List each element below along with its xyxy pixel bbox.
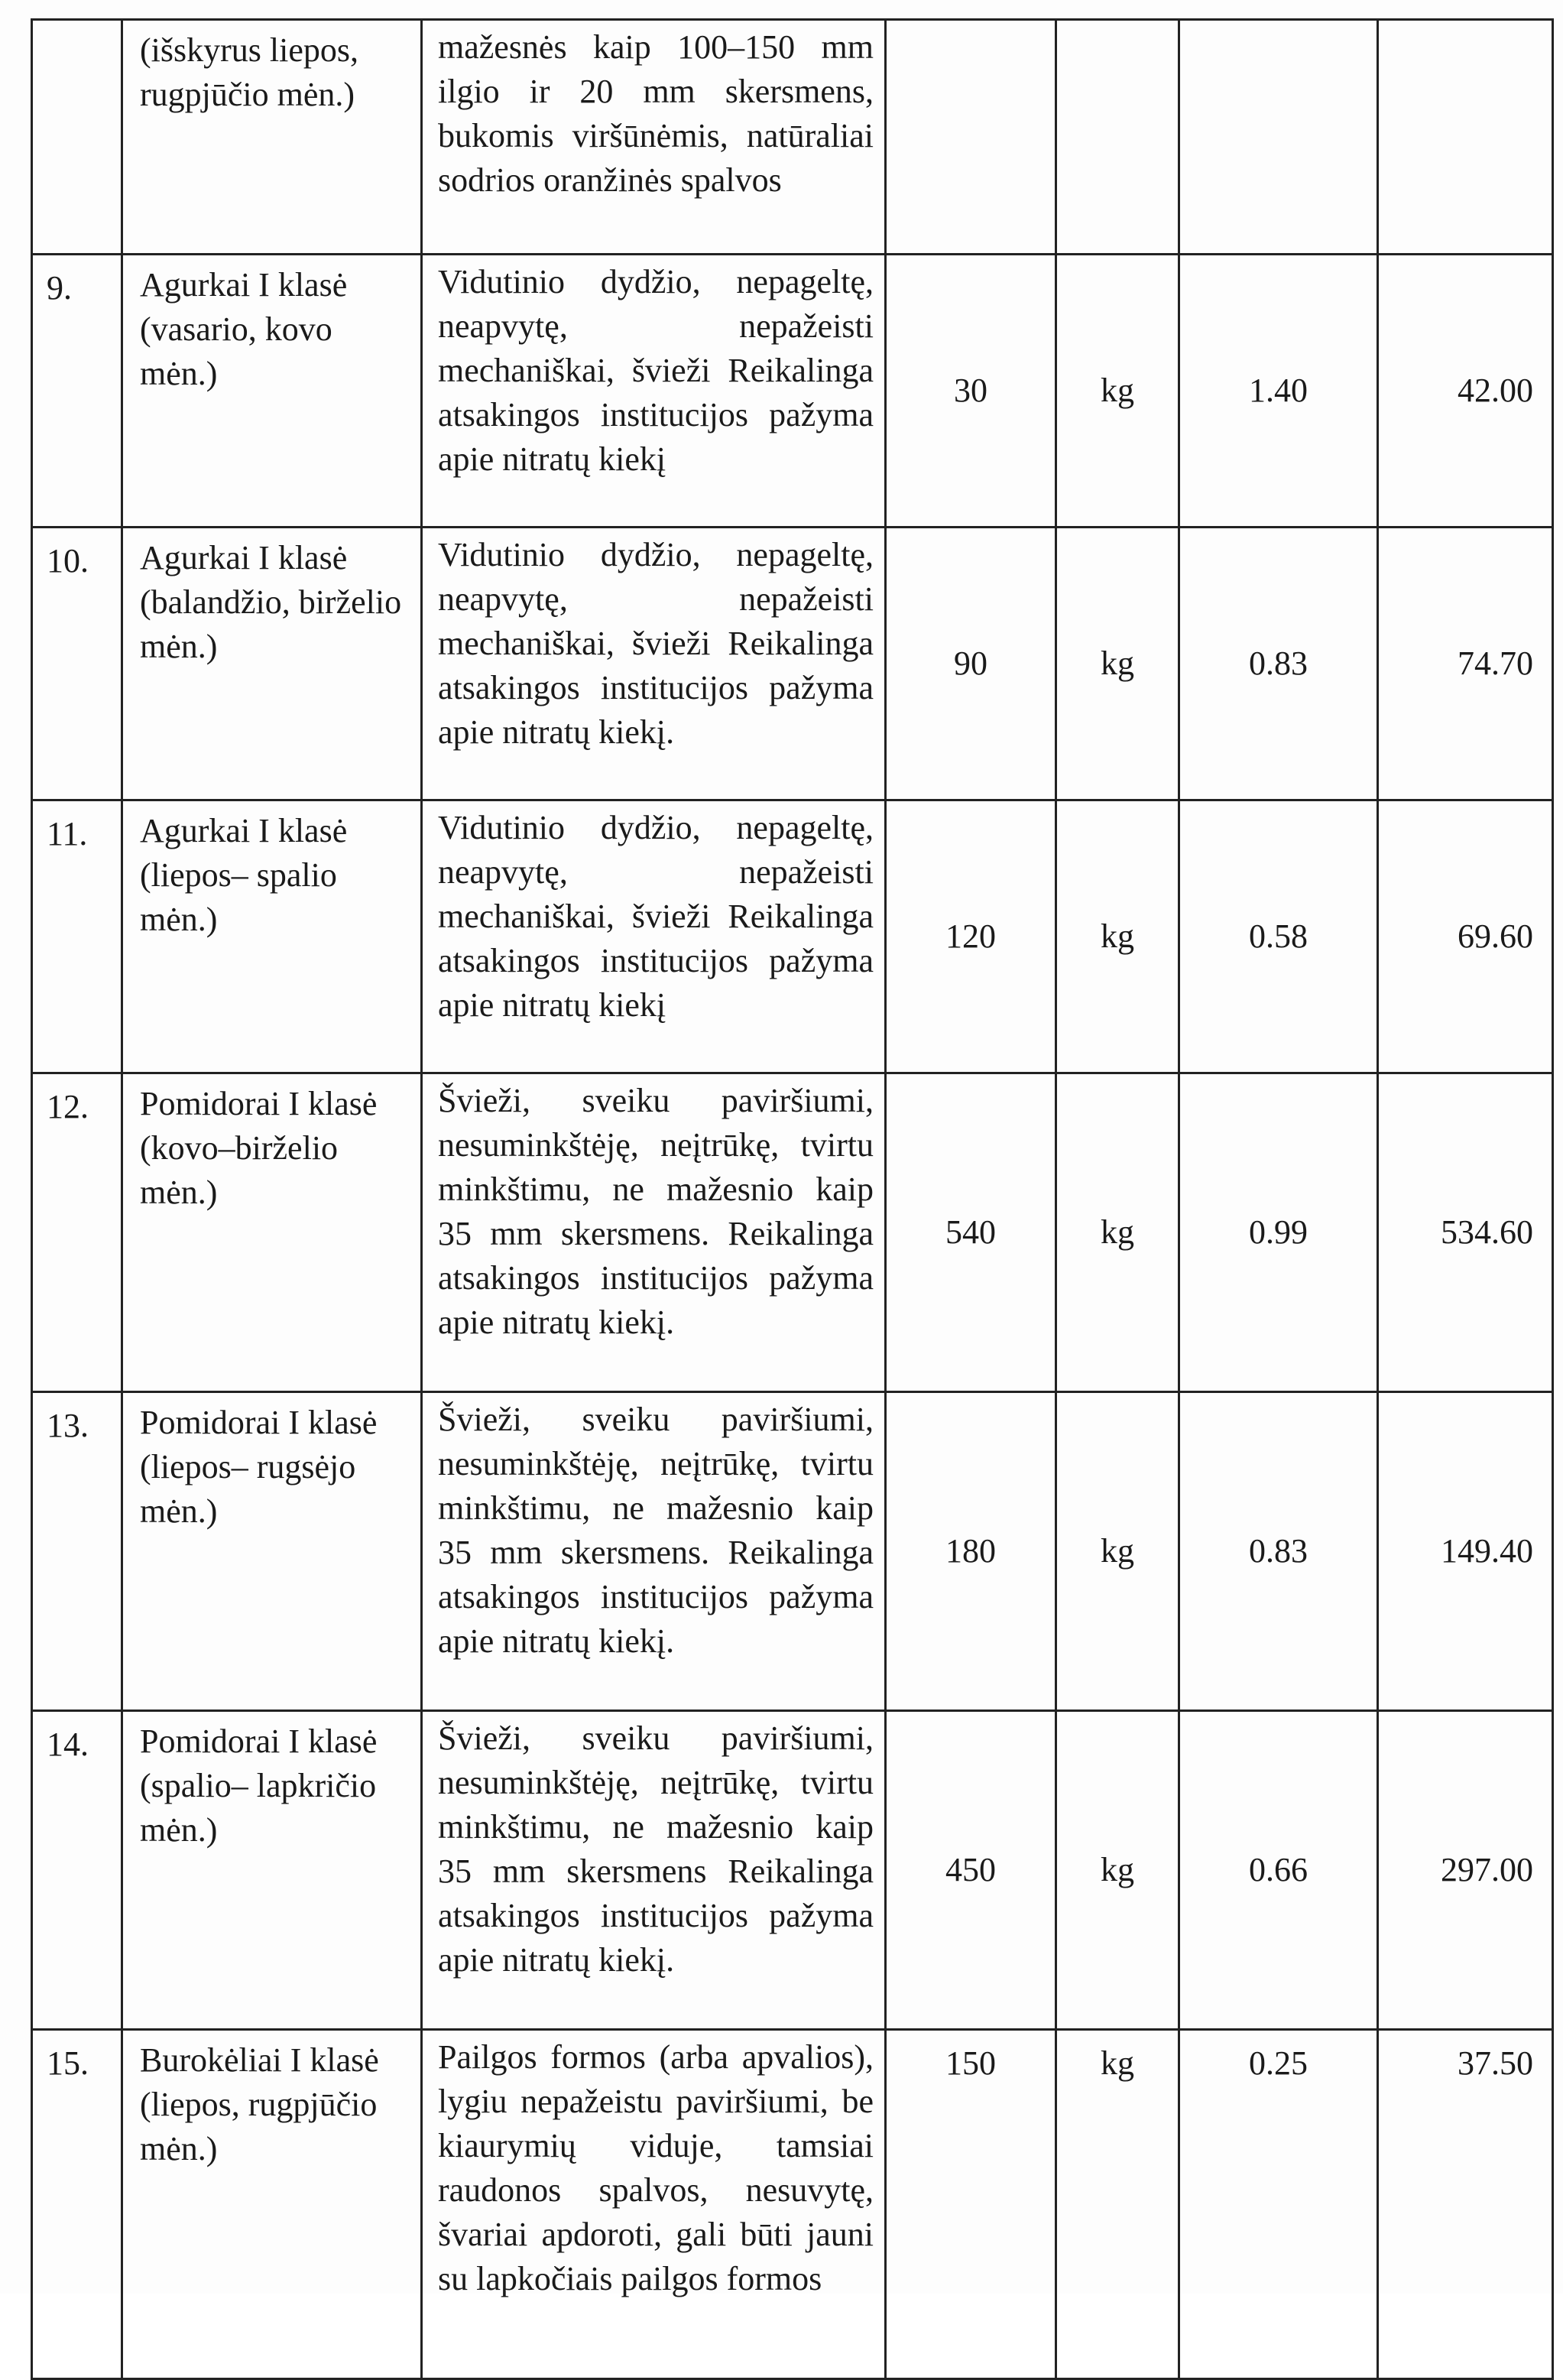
table-row [32,1392,1553,1711]
quantity-cell: 540 [886,1073,1056,1392]
price-cell: 0.58 [1179,800,1378,1073]
product-description: Vidutinio dydžio, nepageltę, neapvytę, nepažeisti mechaniškai, švieži Reikalinga atsakingos institucijos pažyma apie nitratų kiekį. [422,528,886,800]
quantity-cell: 90 [886,528,1056,800]
unit-cell: kg [1056,528,1179,800]
row-number: 12. [32,1073,122,1392]
sum-cell [1378,20,1553,255]
unit-cell: kg [1056,1711,1179,2030]
price-cell: 0.83 [1179,1392,1378,1711]
row-number: 9. [32,255,122,528]
unit-cell: kg [1056,1392,1179,1711]
unit-cell: kg [1056,1073,1179,1392]
quantity-cell: 30 [886,255,1056,528]
product-name: Pomidorai I klasė (liepos– rugsėjo mėn.) [122,1392,422,1711]
quantity-cell [886,20,1056,255]
row-number: 10. [32,528,122,800]
table-row [32,20,1553,255]
product-name: Pomidorai I klasė (kovo–birželio mėn.) [122,1073,422,1392]
product-name: Burokėliai I klasė (liepos, rugpjūčio mėn.) [122,2030,422,2379]
table-row [32,255,1553,528]
price-cell: 1.40 [1179,255,1378,528]
product-name: Agurkai I klasė (liepos– spalio mėn.) [122,800,422,1073]
row-number: 14. [32,1711,122,2030]
product-description: Vidutinio dydžio, nepageltę, neapvytę, nepažeisti mechaniškai, švieži Reikalinga atsakingos institucijos pažyma apie nitratų kiekį [422,255,886,528]
product-name: (išskyrus liepos, rugpjūčio mėn.) [122,20,422,255]
table-row [32,1073,1553,1392]
product-name: Pomidorai I klasė (spalio– lapkričio mėn.) [122,1711,422,2030]
row-number: 13. [32,1392,122,1711]
sum-cell: 74.70 [1378,528,1553,800]
price-cell [1179,20,1378,255]
unit-cell: kg [1056,800,1179,1073]
quantity-cell: 450 [886,1711,1056,2030]
product-description: Švieži, sveiku paviršiumi, nesuminkštėję, neįtrūkę, tvirtu minkštimu, ne mažesnio kaip 35 mm skersmens. Reikalinga atsakingos institucijos pažyma apie nitratų kiekį. [422,1392,886,1711]
product-name: Agurkai I klasė (vasario, kovo mėn.) [122,255,422,528]
table-row [32,528,1553,800]
product-description: mažesnės kaip 100–150 mm ilgio ir 20 mm skersmens, bukomis viršūnėmis, natūraliai sodrios oranžinės spalvos [422,20,886,255]
quantity-cell: 180 [886,1392,1056,1711]
quantity-cell: 150 [886,2030,1056,2379]
row-number [32,20,122,255]
product-description: Pailgos formos (arba apvalios), lygiu nepažeistu paviršiumi, be kiaurymių viduje, tamsiai raudonos spalvos, nesuvytę, švariai apdoroti, gali būti jauni su lapkočiais pailgos formos [422,2030,886,2379]
table-row [32,2030,1553,2379]
price-cell: 0.83 [1179,528,1378,800]
table-row [32,1711,1553,2030]
price-cell: 0.66 [1179,1711,1378,2030]
product-description: Švieži, sveiku paviršiumi, nesuminkštėję, neįtrūkę, tvirtu minkštimu, ne mažesnio kaip 35 mm skersmens. Reikalinga atsakingos institucijos pažyma apie nitratų kiekį. [422,1073,886,1392]
price-cell: 0.25 [1179,2030,1378,2379]
row-number: 15. [32,2030,122,2379]
unit-cell: kg [1056,2030,1179,2379]
unit-cell [1056,20,1179,255]
goods-table [31,18,1554,2380]
price-cell: 0.99 [1179,1073,1378,1392]
table-row [32,800,1553,1073]
product-description: Vidutinio dydžio, nepageltę, neapvytę, nepažeisti mechaniškai, švieži Reikalinga atsakingos institucijos pažyma apie nitratų kiekį [422,800,886,1073]
row-number: 11. [32,800,122,1073]
sum-cell: 297.00 [1378,1711,1553,2030]
quantity-cell: 120 [886,800,1056,1073]
sum-cell: 149.40 [1378,1392,1553,1711]
sum-cell: 42.00 [1378,255,1553,528]
sum-cell: 37.50 [1378,2030,1553,2379]
sum-cell: 534.60 [1378,1073,1553,1392]
unit-cell: kg [1056,255,1179,528]
sum-cell: 69.60 [1378,800,1553,1073]
product-name: Agurkai I klasė (balandžio, birželio mėn.) [122,528,422,800]
product-description: Švieži, sveiku paviršiumi, nesuminkštėję, neįtrūkę, tvirtu minkštimu, ne mažesnio kaip 35 mm skersmens Reikalinga atsakingos institucijos pažyma apie nitratų kiekį. [422,1711,886,2030]
